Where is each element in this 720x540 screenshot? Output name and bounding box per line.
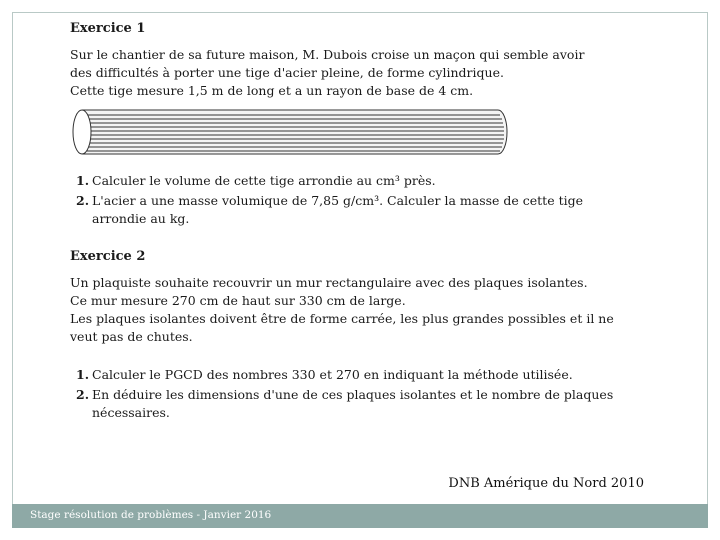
exercise-1-questions	[70, 172, 625, 228]
scanned-exercise-sheet	[70, 20, 625, 424]
list-item: 2. En déduire les dimensions d'une de ces plaques isolantes et le nombre de plaques nécessaires.	[76, 387, 614, 420]
exercise-2-questions	[70, 366, 625, 422]
exercise-2-intro-line: Ce mur mesure 270 cm de haut sur 330 cm de large.	[70, 293, 406, 308]
exercise-1-intro-line: Sur le chantier de sa future maison, M. Dubois croise un maçon qui semble avoir	[70, 47, 585, 62]
exercise-1-title: Exercice 1	[70, 21, 146, 36]
exercise-2-intro-line: Un plaquiste souhaite recouvrir un mur rectangulaire avec des plaques isolantes.	[70, 275, 588, 290]
list-item: 2. L'acier a une masse volumique de 7,85 g/cm³. Calculer la masse de cette tige arrondie au kg.	[76, 193, 583, 226]
footer-bar	[12, 504, 708, 528]
footer-text: Stage résolution de problèmes - Janvier 2016	[30, 509, 272, 521]
list-item: 1. Calculer le volume de cette tige arrondie au cm³ près.	[76, 173, 436, 188]
steel-rod-illustration	[70, 108, 625, 154]
exercise-2-intro-line: Les plaques isolantes doivent être de forme carrée, les plus grandes possibles et il ne veut pas de chutes.	[70, 311, 614, 344]
source-caption: DNB Amérique du Nord 2010	[448, 476, 644, 491]
exercise-1-intro-line: Cette tige mesure 1,5 m de long et a un rayon de base de 4 cm.	[70, 83, 474, 98]
exercise-1-intro-line: des difficultés à porter une tige d'acier pleine, de forme cylindrique.	[70, 65, 504, 80]
exercise-2-title: Exercice 2	[70, 249, 146, 264]
list-item: 1. Calculer le PGCD des nombres 330 et 270 en indiquant la méthode utilisée.	[76, 367, 573, 382]
